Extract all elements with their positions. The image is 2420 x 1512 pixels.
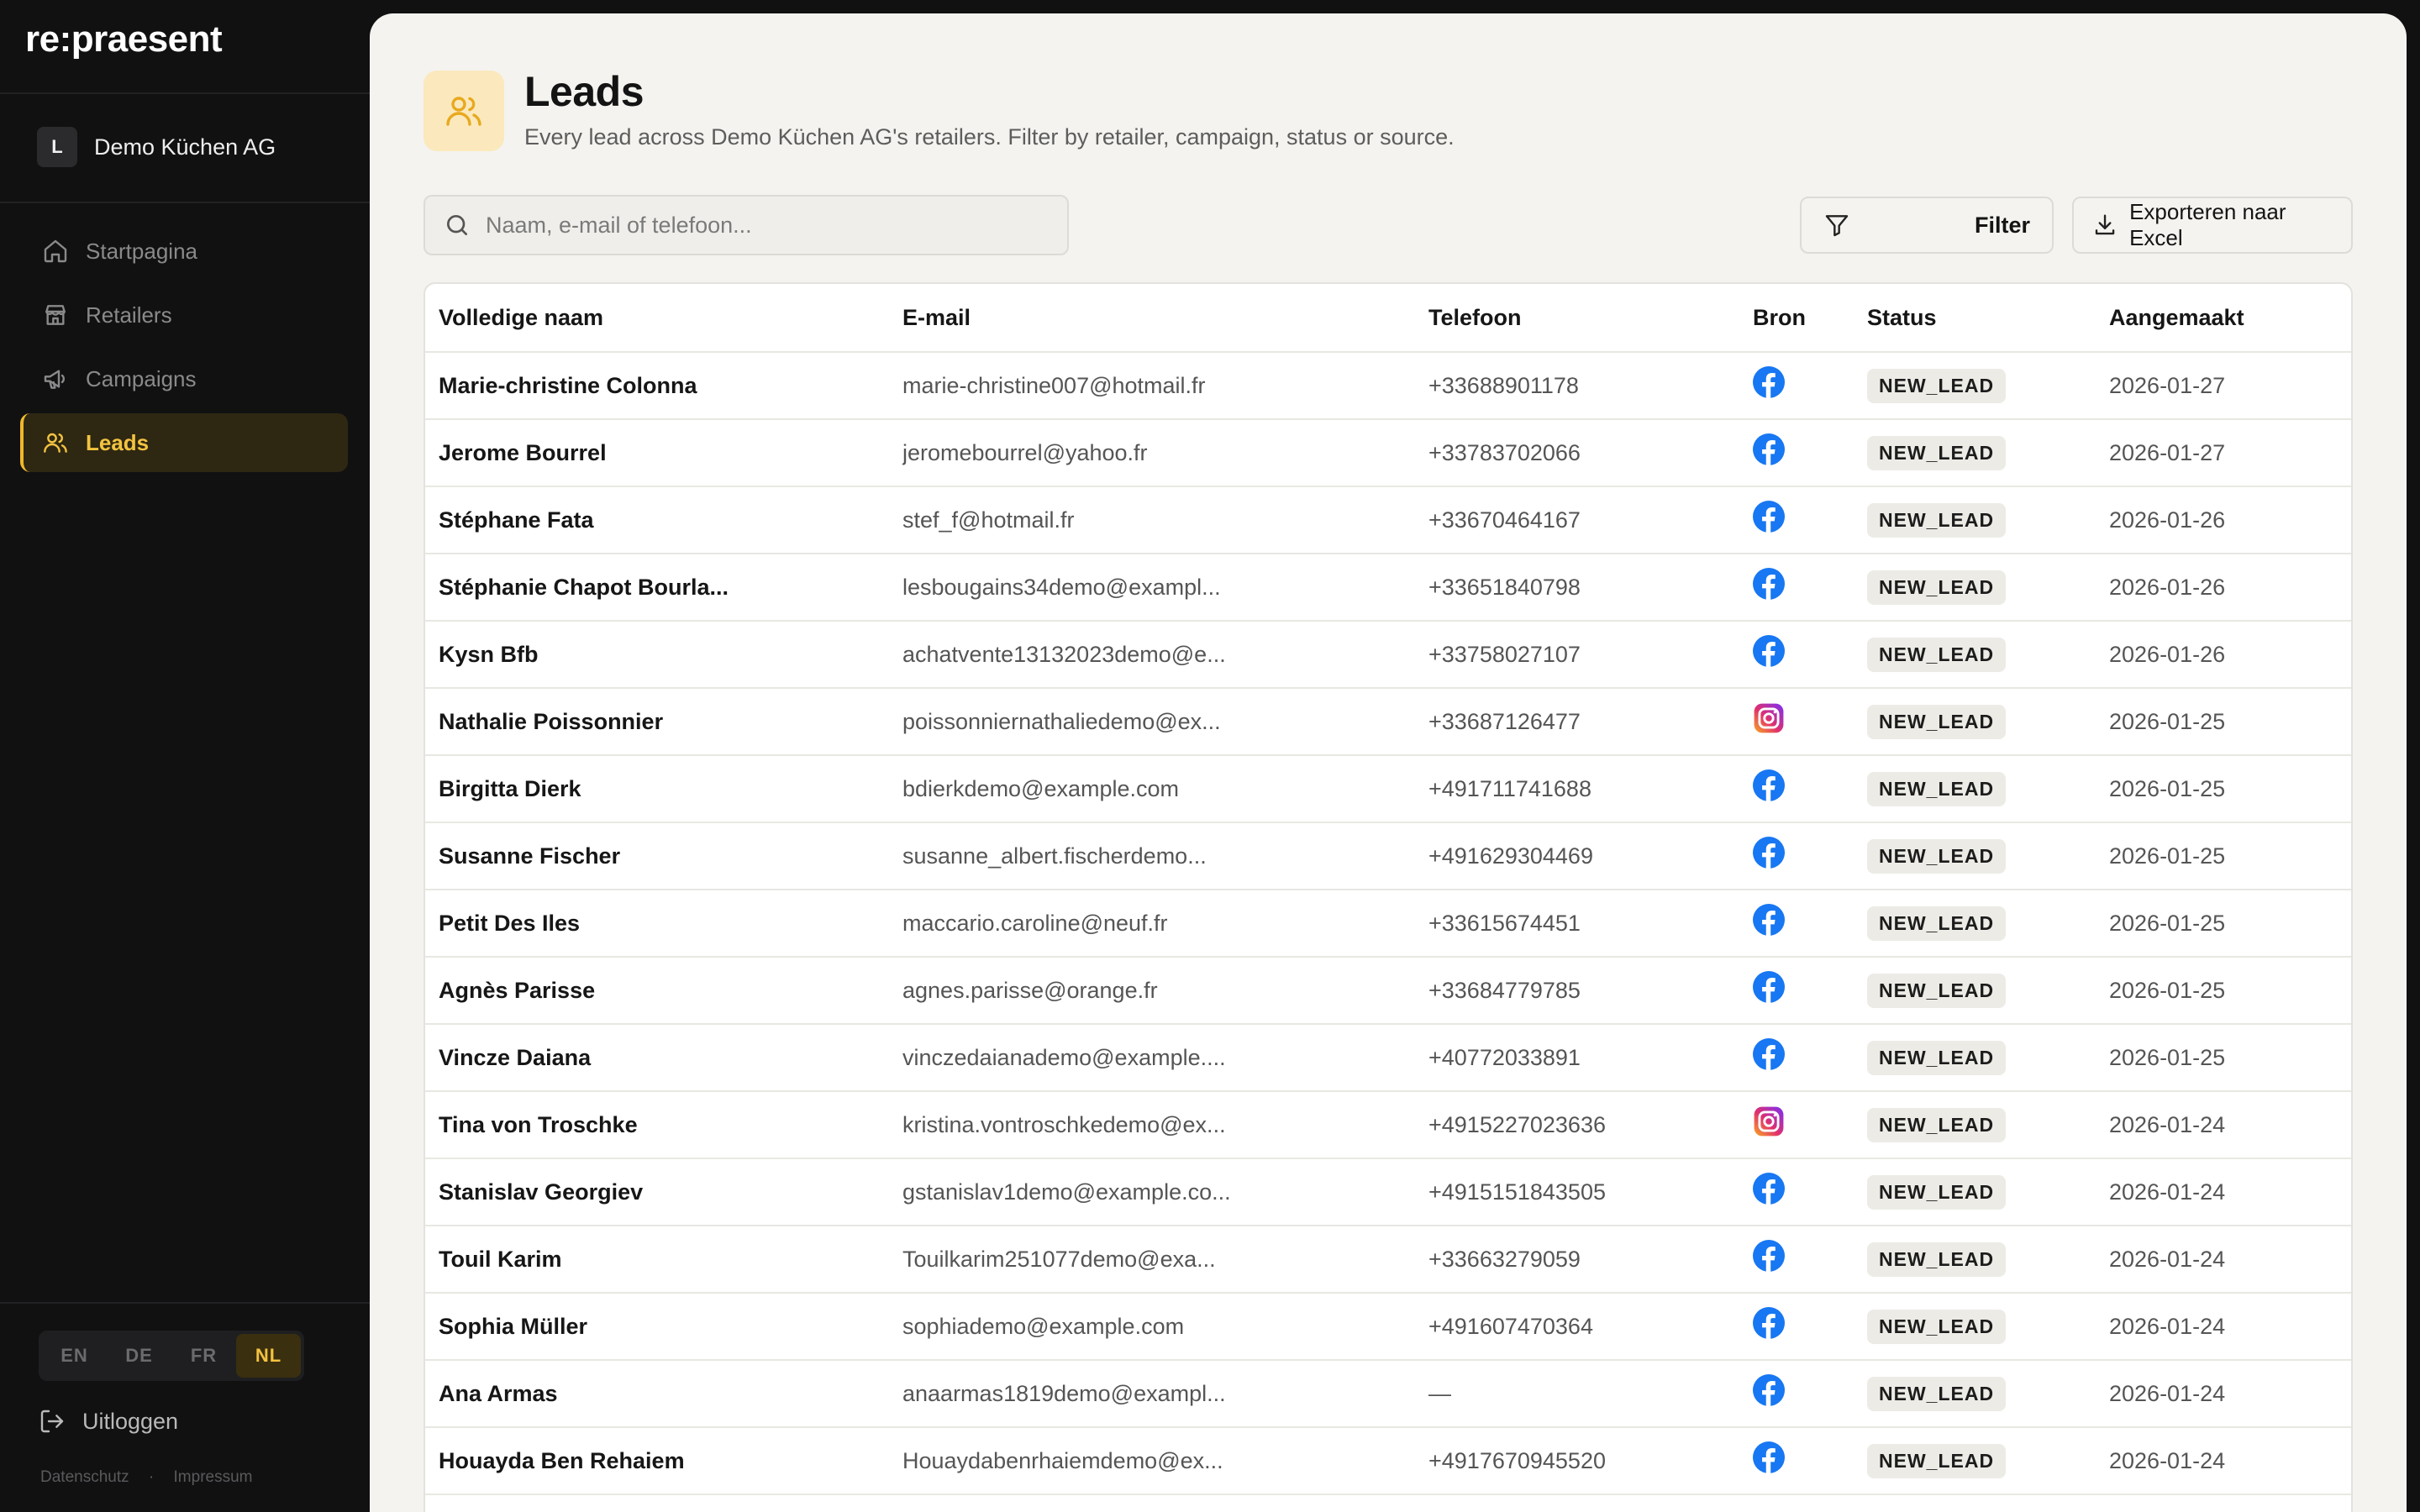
lead-created: 2026-01-27	[2109, 372, 2226, 398]
app-logo[interactable]: re:praesent	[25, 18, 223, 60]
lead-phone: +33651840798	[1428, 574, 1581, 600]
table-row[interactable]	[425, 622, 2351, 689]
lead-created: 2026-01-26	[2109, 507, 2226, 533]
lead-email: sophiademo@example.com	[902, 1313, 1185, 1339]
status-badge: NEW_LEAD	[1867, 570, 2006, 605]
facebook-icon	[1753, 1307, 1785, 1339]
lead-status	[1867, 1377, 2109, 1411]
lead-email: jeromebourrel@yahoo.fr	[902, 439, 1148, 465]
lead-source	[1753, 1179, 1867, 1205]
lead-email: maccario.caroline@neuf.fr	[902, 910, 1168, 936]
lead-source	[1753, 642, 1867, 667]
status-badge: NEW_LEAD	[1867, 772, 2006, 806]
main-panel	[370, 13, 2407, 1512]
export-label: Exporteren naar Excel	[2129, 199, 2286, 250]
status-badge: NEW_LEAD	[1867, 1175, 2006, 1210]
lead-created: 2026-01-27	[2109, 439, 2226, 465]
facebook-icon	[1753, 501, 1785, 533]
lead-status	[1867, 503, 2109, 538]
lead-source	[1753, 1448, 1867, 1473]
sidebar-item-label: Retailers	[86, 302, 172, 328]
status-badge: NEW_LEAD	[1867, 839, 2006, 874]
lead-source	[1753, 1247, 1867, 1272]
table-row[interactable]	[425, 353, 2351, 420]
status-badge: NEW_LEAD	[1867, 705, 2006, 739]
lead-source	[1753, 1045, 1867, 1070]
table-body	[425, 353, 2351, 1495]
lead-created: 2026-01-25	[2109, 977, 2226, 1003]
lead-created: 2026-01-24	[2109, 1246, 2226, 1272]
lead-status	[1867, 1175, 2109, 1210]
lead-created: 2026-01-24	[2109, 1179, 2226, 1205]
facebook-icon	[1753, 1240, 1785, 1272]
lead-name: Ana Armas	[439, 1380, 558, 1406]
lead-source	[1753, 911, 1867, 936]
lead-email: achatvente13132023demo@e...	[902, 641, 1226, 667]
privacy-link[interactable]: Datenschutz	[40, 1468, 129, 1486]
column-header-phone[interactable]: Telefoon	[1428, 304, 1522, 330]
lead-status	[1867, 1444, 2109, 1478]
status-badge: NEW_LEAD	[1867, 1041, 2006, 1075]
lead-phone: —	[1428, 1380, 1451, 1406]
sidebar-item-retailers[interactable]	[20, 286, 348, 344]
table-row[interactable]	[425, 689, 2351, 756]
table-row[interactable]	[425, 1092, 2351, 1159]
lead-created: 2026-01-25	[2109, 843, 2226, 869]
status-badge: NEW_LEAD	[1867, 1444, 2006, 1478]
lead-email: poissonniernathaliedemo@ex...	[902, 708, 1221, 734]
lead-status	[1867, 638, 2109, 672]
facebook-icon	[1753, 769, 1785, 801]
lead-created: 2026-01-25	[2109, 708, 2226, 734]
lead-source	[1753, 1381, 1867, 1406]
lead-phone: +33758027107	[1428, 641, 1581, 667]
megaphone-icon	[42, 365, 69, 392]
page-title: Leads	[524, 68, 644, 115]
lead-name: Sophia Müller	[439, 1313, 588, 1339]
status-badge: NEW_LEAD	[1867, 436, 2006, 470]
facebook-icon	[1753, 433, 1785, 465]
lead-phone: +33615674451	[1428, 910, 1581, 936]
table-row[interactable]	[425, 756, 2351, 823]
status-badge: NEW_LEAD	[1867, 638, 2006, 672]
lead-status	[1867, 436, 2109, 470]
status-badge: NEW_LEAD	[1867, 503, 2006, 538]
lead-created: 2026-01-25	[2109, 1044, 2226, 1070]
lead-phone: +4917670945520	[1428, 1447, 1606, 1473]
lead-phone: +33783702066	[1428, 439, 1581, 465]
table-row[interactable]	[425, 554, 2351, 622]
column-header-source[interactable]: Bron	[1753, 304, 1806, 330]
facebook-icon	[1753, 904, 1785, 936]
facebook-icon	[1753, 568, 1785, 600]
table-row[interactable]	[425, 1294, 2351, 1361]
status-badge: NEW_LEAD	[1867, 1108, 2006, 1142]
sidebar-item-label: Campaigns	[86, 365, 197, 391]
sidebar-item-leads[interactable]	[20, 413, 348, 472]
lead-name: Marie-christine Colonna	[439, 372, 697, 398]
lead-created: 2026-01-26	[2109, 641, 2226, 667]
leads-table	[424, 282, 2353, 1512]
facebook-icon	[1753, 971, 1785, 1003]
lead-phone: +491607470364	[1428, 1313, 1593, 1339]
table-row[interactable]	[425, 487, 2351, 554]
users-icon	[444, 91, 484, 131]
facebook-icon	[1753, 1173, 1785, 1205]
lead-phone: +4915227023636	[1428, 1111, 1606, 1137]
export-excel-button[interactable]	[2072, 197, 2353, 254]
lead-name: Susanne Fischer	[439, 843, 621, 869]
table-row[interactable]	[425, 420, 2351, 487]
sidebar-divider	[0, 92, 370, 94]
lead-email: Houaydabenrhaiemdemo@ex...	[902, 1447, 1223, 1473]
lead-phone: +33684779785	[1428, 977, 1581, 1003]
lead-status	[1867, 1310, 2109, 1344]
users-icon	[42, 429, 69, 456]
lead-name: Nathalie Poissonnier	[439, 708, 664, 734]
lead-status	[1867, 839, 2109, 874]
lead-email: bdierkdemo@example.com	[902, 775, 1180, 801]
column-header-email[interactable]: E-mail	[902, 304, 971, 330]
lead-status	[1867, 705, 2109, 739]
table-row[interactable]	[425, 1361, 2351, 1428]
facebook-icon	[1753, 1374, 1785, 1406]
lead-source	[1753, 709, 1867, 734]
column-header-created[interactable]: Aangemaakt	[2109, 304, 2244, 330]
sidebar-divider	[0, 202, 370, 203]
lead-name: Stéphane Fata	[439, 507, 594, 533]
lead-name: Jerome Bourrel	[439, 439, 607, 465]
logout-label: Uitloggen	[82, 1408, 179, 1434]
instagram-icon	[1753, 702, 1785, 734]
lang-fr-button[interactable]: FR	[190, 1345, 218, 1366]
lead-phone: +33688901178	[1428, 372, 1579, 398]
org-switcher[interactable]	[37, 126, 276, 168]
lead-phone: +491629304469	[1428, 843, 1593, 869]
lead-source	[1753, 507, 1867, 533]
page-subtitle: Every lead across Demo Küchen AG's retailers. Filter by retailer, campaign, status or source.	[524, 124, 1455, 150]
lead-email: gstanislav1demo@example.co...	[902, 1179, 1231, 1205]
lead-email: Touilkarim251077demo@exa...	[902, 1246, 1216, 1272]
instagram-icon	[1753, 1105, 1785, 1137]
logout-button[interactable]	[39, 1408, 178, 1435]
lead-status	[1867, 772, 2109, 806]
home-icon	[42, 238, 69, 265]
lead-status	[1867, 974, 2109, 1008]
lead-source	[1753, 1112, 1867, 1137]
lead-email: vinczedaianademo@example....	[902, 1044, 1226, 1070]
lead-email: lesbougains34demo@exampl...	[902, 574, 1221, 600]
lead-email: anaarmas1819demo@exampl...	[902, 1380, 1226, 1406]
lang-nl-button[interactable]: NL	[236, 1334, 301, 1378]
sidebar-item-startpagina[interactable]	[20, 222, 348, 281]
lead-source	[1753, 373, 1867, 398]
lang-de-button[interactable]: DE	[125, 1345, 153, 1366]
lead-source	[1753, 440, 1867, 465]
status-badge: NEW_LEAD	[1867, 369, 2006, 403]
lead-name: Stanislav Georgiev	[439, 1179, 644, 1205]
lead-email: kristina.vontroschkedemo@ex...	[902, 1111, 1226, 1137]
facebook-icon	[1753, 1038, 1785, 1070]
lead-name: Kysn Bfb	[439, 641, 539, 667]
lead-source	[1753, 978, 1867, 1003]
lead-name: Tina von Troschke	[439, 1111, 638, 1137]
imprint-link[interactable]: Impressum	[173, 1468, 253, 1486]
sidebar-item-campaigns[interactable]	[20, 349, 348, 408]
lang-en-button[interactable]: EN	[60, 1345, 88, 1366]
lead-email: marie-christine007@hotmail.fr	[902, 372, 1206, 398]
status-badge: NEW_LEAD	[1867, 1242, 2006, 1277]
lead-name: Houayda Ben Rehaiem	[439, 1447, 685, 1473]
lead-status	[1867, 1108, 2109, 1142]
table-row[interactable]	[425, 1226, 2351, 1294]
table-row[interactable]	[425, 1428, 2351, 1495]
status-badge: NEW_LEAD	[1867, 974, 2006, 1008]
sidebar-item-label: Startpagina	[86, 238, 197, 264]
table-row[interactable]	[425, 823, 2351, 890]
column-header-name[interactable]: Volledige naam	[439, 304, 604, 330]
org-avatar: L	[37, 127, 77, 167]
facebook-icon	[1753, 837, 1785, 869]
lead-phone: +33687126477	[1428, 708, 1581, 734]
lead-status	[1867, 906, 2109, 941]
lead-created: 2026-01-24	[2109, 1380, 2226, 1406]
search-icon	[444, 212, 471, 239]
lead-name: Stéphanie Chapot Bourla...	[439, 574, 729, 600]
logout-icon	[39, 1408, 66, 1435]
lead-source	[1753, 843, 1867, 869]
lead-name: Agnès Parisse	[439, 977, 596, 1003]
table-row[interactable]	[425, 958, 2351, 1025]
status-badge: NEW_LEAD	[1867, 1377, 2006, 1411]
lead-created: 2026-01-24	[2109, 1111, 2226, 1137]
lead-phone: +491711741688	[1428, 775, 1591, 801]
filter-label: Filter	[1974, 212, 2030, 238]
lead-status	[1867, 1242, 2109, 1277]
filter-icon	[1823, 212, 1850, 239]
lead-name: Touil Karim	[439, 1246, 562, 1272]
lead-status	[1867, 570, 2109, 605]
lead-status	[1867, 1041, 2109, 1075]
footer-links	[40, 1468, 267, 1487]
lead-created: 2026-01-25	[2109, 910, 2226, 936]
lead-phone: +4915151843505	[1428, 1179, 1606, 1205]
lead-name: Vincze Daiana	[439, 1044, 592, 1070]
table-row[interactable]	[425, 1025, 2351, 1092]
status-badge: NEW_LEAD	[1867, 906, 2006, 941]
table-header-row	[425, 284, 2351, 353]
org-name: Demo Küchen AG	[94, 134, 276, 160]
footer-separator: ·	[148, 1468, 155, 1486]
lead-email: susanne_albert.fischerdemo...	[902, 843, 1207, 869]
lead-created: 2026-01-26	[2109, 574, 2226, 600]
language-switcher	[39, 1331, 304, 1381]
facebook-icon	[1753, 1441, 1785, 1473]
table-row[interactable]	[425, 1159, 2351, 1226]
lead-phone: +40772033891	[1428, 1044, 1581, 1070]
lead-source	[1753, 776, 1867, 801]
lead-phone: +33670464167	[1428, 507, 1581, 533]
lead-status	[1867, 369, 2109, 403]
lead-created: 2026-01-24	[2109, 1447, 2226, 1473]
lead-name: Birgitta Dierk	[439, 775, 581, 801]
search-box	[424, 195, 1069, 255]
page-icon	[424, 71, 504, 151]
store-icon	[42, 302, 69, 328]
sidebar-item-label: Leads	[86, 429, 150, 455]
lead-source	[1753, 1314, 1867, 1339]
sidebar-divider	[0, 1302, 370, 1304]
sidebar-nav	[20, 222, 348, 477]
search-input[interactable]	[486, 213, 1057, 239]
lead-phone: +33663279059	[1428, 1246, 1581, 1272]
lead-email: stef_f@hotmail.fr	[902, 507, 1075, 533]
status-badge: NEW_LEAD	[1867, 1310, 2006, 1344]
table-row[interactable]	[425, 890, 2351, 958]
download-icon	[2092, 212, 2118, 239]
facebook-icon	[1753, 635, 1785, 667]
sidebar	[0, 0, 370, 1512]
facebook-icon	[1753, 366, 1785, 398]
column-header-status[interactable]: Status	[1867, 304, 1937, 330]
lead-source	[1753, 575, 1867, 600]
lead-created: 2026-01-25	[2109, 775, 2226, 801]
lead-name: Petit Des Iles	[439, 910, 581, 936]
filter-button[interactable]	[1800, 197, 2054, 254]
lead-created: 2026-01-24	[2109, 1313, 2226, 1339]
lead-email: agnes.parisse@orange.fr	[902, 977, 1158, 1003]
